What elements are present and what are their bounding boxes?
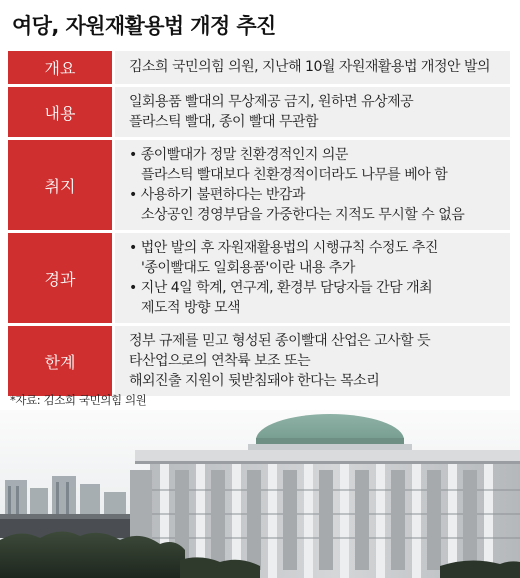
content-line: 플라스틱 빨대, 종이 빨대 무관함 xyxy=(129,114,319,130)
row-overview xyxy=(8,51,510,84)
row-purpose xyxy=(8,140,510,230)
summary-table xyxy=(8,51,510,399)
content-line: 정부 규제를 믿고 형성된 종이빨대 산업은 고사할 듯 xyxy=(129,333,431,349)
row-limits xyxy=(8,326,510,396)
bullet-line: • 종이빨대가 정말 친환경적인지 의문 xyxy=(129,147,348,163)
assembly-building-photo xyxy=(0,410,520,578)
content-line: 해외진출 지원이 뒷받침돼야 한다는 목소리 xyxy=(129,373,380,389)
bullet-line: • 지난 4일 학계, 연구계, 환경부 담당자들 간담 개최 xyxy=(129,280,433,296)
row-content xyxy=(115,140,510,230)
row-label: 한계 xyxy=(8,326,112,396)
content-line: 일회용품 빨대의 무상제공 금지, 원하면 유상제공 xyxy=(129,94,414,110)
row-label: 취지 xyxy=(8,140,112,230)
row-content xyxy=(115,233,510,323)
page-title: 여당, 자원재활용법 개정 추진 xyxy=(12,14,276,38)
bullet-line: • 사용하기 불편하다는 반감과 xyxy=(129,187,305,203)
row-details xyxy=(8,87,510,137)
row-content xyxy=(115,326,510,396)
content-line: 타산업으로의 연착륙 보조 또는 xyxy=(129,353,311,369)
row-label: 경과 xyxy=(8,233,112,323)
source-note: *자료: 김소희 국민의힘 의원 xyxy=(10,393,147,407)
bullet-continuation: 소상공인 경영부담을 가중한다는 지적도 무시할 수 없음 xyxy=(141,207,465,223)
content-line: 김소희 국민의힘 의원, 지난해 10월 자원재활용법 개정안 발의 xyxy=(129,59,490,75)
row-content xyxy=(115,51,510,84)
bullet-line: • 법안 발의 후 자원재활용법의 시행규칙 수정도 추진 xyxy=(129,240,438,256)
row-label: 내용 xyxy=(8,87,112,137)
row-label: 개요 xyxy=(8,51,112,84)
assembly-building-illustration xyxy=(0,410,520,578)
bullet-continuation: 플라스틱 빨대보다 친환경적이더라도 나무를 베아 함 xyxy=(141,167,448,183)
bullet-continuation: '종이빨대도 일회용품'이란 내용 추가 xyxy=(141,260,355,276)
bullet-continuation: 제도적 방향 모색 xyxy=(141,300,241,316)
row-content xyxy=(115,87,510,137)
row-progress xyxy=(8,233,510,323)
